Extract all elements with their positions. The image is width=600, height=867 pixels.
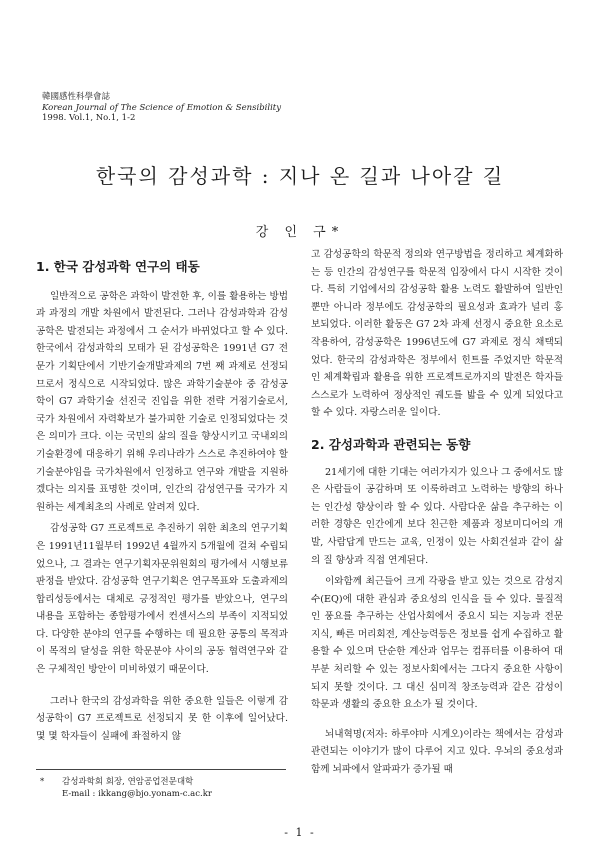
paper-title: 한국의 감성과학 : 지나 온 길과 나아갈 길	[95, 164, 505, 188]
left-column	[36, 258, 288, 745]
author-footnote	[40, 776, 212, 800]
author-email: E-mail : ikkang@bjo.yonam-c.ac.kr	[62, 789, 212, 799]
section-1-paragraph: 일반적으로 공학은 과학이 발전한 후, 이를 활용하는 방법과 과정의 개발 차원에서 발전된다. 그러나 감성과학과 감성공학은 발전되는 과정에서 그 순서가 바뀌었다고 할 수 있다. 한국에서 감성과학의 모태가 된 감성공학은 1991년 G7 전문가 기획단에서 기반기술개발과제의 7번 째 과제로 선정되므로서 정식으로 시작되었다. 많은 과학기술분야 중 감성공학이 G7 과학기술 선진국 진입을 위한 전략 거점기술로서, 국가 차원에서 자력확보가 불가피한 기술로 인정되었다는 것은 의미가 크다. 이는 국민의 삶의 질을 향상시키고 국내외의 기술환경에 대응하기 위해 우리나라가 스스로 추진하여야 할 기술분야임을 국가차원에서 인정하고 연구와 개발을 지원하겠다는 의지를 표명한 것이며, 인간의 감성연구를 국가가 지원하는 세계최초의 사례로 알려져 있다.	[36, 290, 288, 513]
section-1-paragraph: 감성공학 G7 프로젝트로 추진하기 위한 최초의 연구기획은 1991년11월부터 1992년 4월까지 5개월에 걸쳐 수립되었으나, 그 결과는 연구기획자문위원회의 평가에서 시행보류 판정을 받았다. 감성공학 연구기획은 연구목표와 도출과제의 합리성등에서는 대체로 긍정적인 평가를 받았으나, 연구의 내용을 포함하는 종합평가에서 컨센서스의 부족이 지적되었다. 다양한 분야의 연구를 수행하는 데 필요한 공통의 목적과 이 목적의 달성을 위한 학문분야 사이의 공동 협력연구와 같은 구체적인 방안이 미비하였기 때문이다.	[36, 523, 288, 676]
author-affiliation: 감성과학회 회장, 연암공업전문대학	[62, 777, 194, 787]
section-1-paragraph: 그러나 한국의 감성과학을 위한 중요한 일들은 이렇게 감성공학이 G7 프로젝트로 선정되지 못 한 이후에 일어났다. 몇 몇 학자들이 실패에 좌절하지 않	[36, 695, 288, 742]
section-1-heading: 1. 한국 감성과학 연구의 태동	[36, 259, 200, 274]
journal-header	[42, 92, 281, 124]
journal-issue: 1998. Vol.1, No.1, 1-2	[42, 113, 136, 123]
journal-name-english: Korean Journal of The Science of Emotion & Sensibility	[42, 102, 282, 113]
footnote-divider	[36, 769, 286, 770]
journal-name-korean: 韓國感性科學會誌	[42, 92, 111, 102]
page-number: - 1 -	[284, 826, 316, 839]
footnote-mark: *	[40, 777, 45, 787]
section-2-heading: 2. 감성과학과 관련되는 동향	[311, 436, 471, 452]
paper-author: 강 인 구*	[255, 225, 345, 240]
right-column	[311, 246, 563, 779]
section-2-paragraph: 이와함께 최근들어 크게 각광을 받고 있는 것으로 감성지수(EQ)에 대한 관심과 중요성의 인식을 들 수 있다. 물질적인 풍요를 추구하는 산업사회에서 중요시 되는 지능과 전문지식, 빠른 머리회전, 계산능력등은 정보를 쉽게 수집하고 활용할 수 있으며 단순한 계산과 업무는 컴퓨터를 이용하여 대부분 처리할 수 있는 정보사회에서는 그다지 중요한 사항이 되지 못할 것이다. 그 대신 심미적 창조능력과 같은 감성이 학문과 생활의 중요한 요소가 될 것이다.	[311, 576, 563, 711]
continued-paragraph: 고 감성공학의 학문적 정의와 연구방법을 정리하고 체계화하는 등 인간의 감성연구를 학문적 입장에서 다시 시작한 것이다. 특히 기업에서의 감성공학 활용 노력도 활발하여 일반인뿐만 아니라 정부에도 감성공학의 필요성과 효과가 널리 홍보되었다. 이러한 활동은 G7 2차 과제 선정시 중요한 요소로 작용하여, 감성공학은 1996년도에 G7 과제로 정식 채택되었다. 한국의 감성과학은 정부에서 힌트를 주었지만 학문적인 체계확립과 활용을 위한 프로젝트로까지의 발전은 학자들 스스로가 노력하여 정상적인 궤도를 밟을 수 있게 되었다고 할 수 있다. 자랑스러운 일이다.	[311, 249, 563, 419]
section-2-paragraph: 21세기에 대한 기대는 여러가지가 있으나 그 중에서도 많은 사람들이 공감하며 또 이룩하려고 노력하는 방향의 하나는 인간성 향상이라 할 수 있다. 사람다운 삶을 추구하는 이러한 경향은 인간에게 보다 친근한 제품과 정보미디어의 개발, 사람답게 만드는 교육, 인정이 있는 사회건설과 같이 삶의 질 향상과 직접 연계된다.	[311, 466, 563, 566]
section-2-paragraph: 뇌내혁명(저자: 하루야마 시게오)이라는 책에서는 감성과 관련되는 이야기가 많이 다루어 지고 있다. 우뇌의 중요성과 함께 뇌파에서 알파파가 증가될 때	[311, 728, 563, 776]
